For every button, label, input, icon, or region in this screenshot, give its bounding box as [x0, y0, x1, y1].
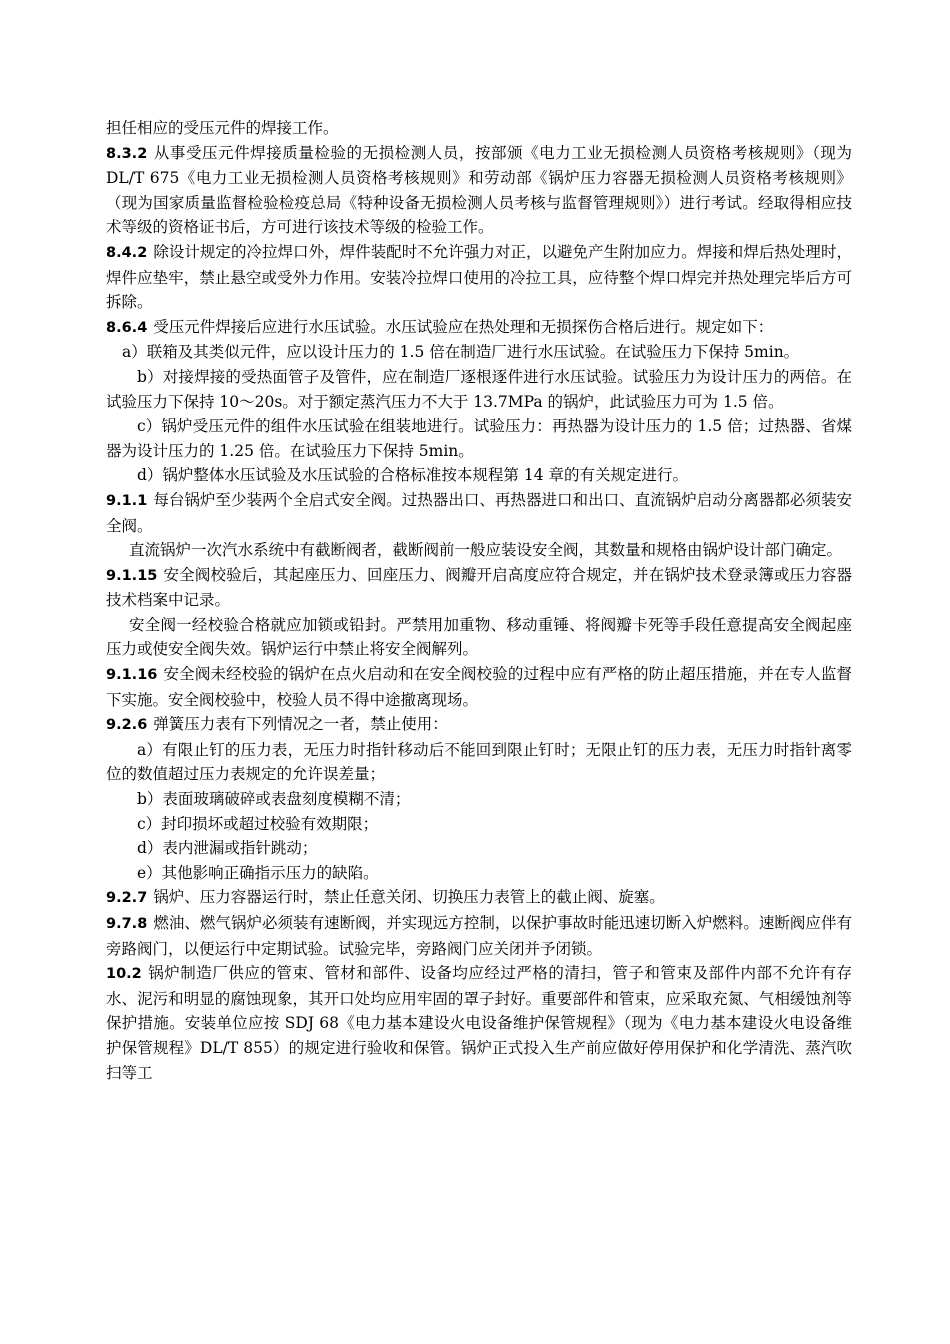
paragraph [106, 662, 852, 712]
paragraph [106, 911, 852, 961]
paragraph-text: e）其他影响正确指示压力的缺陷。 [137, 863, 379, 882]
clause-number: 9.2.6 [106, 717, 148, 734]
paragraph-text: 每台锅炉至少装两个全启式安全阀。过热器出口、再热器进口和出口、直流锅炉启动分离器都必须装安全阀。 [106, 490, 852, 535]
list-item [106, 787, 852, 812]
paragraph-text: 锅炉、压力容器运行时，禁止任意关闭、切换压力表管上的截止阀、旋塞。 [153, 888, 665, 907]
paragraph-text: 受压元件焊接后应进行水压试验。水压试验应在热处理和无损探伤合格后进行。规定如下： [153, 317, 774, 336]
paragraph-text: b）表面玻璃破碎或表盘刻度模糊不清； [137, 790, 411, 809]
paragraph [106, 141, 852, 240]
paragraph-text: a）有限止钉的压力表，无压力时指针移动后不能回到限止钉时；无限止钉的压力表，无压力时指针离零位的数值超过压力表规定的允许误差量； [106, 740, 852, 784]
paragraph [106, 240, 852, 315]
paragraph [106, 563, 852, 613]
paragraph-text: c）封印损坏或超过校验有效期限； [137, 814, 379, 833]
paragraph-text: b）对接焊接的受热面管子及管件，应在制造厂逐根逐件进行水压试验。试验压力为设计压力的两倍。在试验压力下保持 10～20s。对于额定蒸汽压力不大于 13.7MPa 的锅炉，此试验压力可为 1.5 倍。 [106, 367, 852, 411]
list-item [106, 738, 852, 787]
clause-number: 9.1.15 [106, 567, 158, 584]
clause-number: 10.2 [106, 966, 142, 983]
paragraph-text: d）表内泄漏或指针跳动； [137, 839, 318, 858]
paragraph-text: 从事受压元件焊接质量检验的无损检测人员，按部颁《电力工业无损检测人员资格考核规则》（现为 DL/T 675《电力工业无损检测人员资格考核规则》和劳动部《锅炉压力容器无损检测人员资格考核规则》（现为国家质量监督检验检疫总局《特种设备无损检测人员考核与监督管理规则》）进行考试。经取得相应技术等级的资格证书后，方可进行该技术等级的检验工作。 [106, 143, 852, 237]
paragraph [106, 315, 852, 341]
paragraph-text: 安全阀校验后，其起座压力、回座压力、阀瓣开启高度应符合规定，并在锅炉技术登录簿或压力容器技术档案中记录。 [106, 565, 852, 610]
clause-number: 9.1.1 [106, 492, 148, 509]
document-page [106, 116, 852, 1085]
list-item [106, 463, 852, 488]
list-item [106, 836, 852, 861]
list-item [106, 414, 852, 463]
paragraph-text: 安全阀一经校验合格就应加锁或铅封。严禁用加重物、移动重锤、将阀瓣卡死等手段任意提高安全阀起座压力或使安全阀失效。锅炉运行中禁止将安全阀解列。 [106, 615, 852, 659]
paragraph [106, 613, 852, 662]
paragraph [106, 712, 852, 738]
paragraph-text: 直流锅炉一次汽水系统中有截断阀者，截断阀前一般应装设安全阀，其数量和规格由锅炉设计部门确定。 [129, 541, 843, 560]
paragraph-text: 燃油、燃气锅炉必须装有速断阀，并实现远方控制，以保护事故时能迅速切断入炉燃料。速断阀应伴有旁路阀门，以便运行中定期试验。试验完毕，旁路阀门应关闭并予闭锁。 [106, 914, 852, 958]
paragraph [106, 538, 852, 563]
clause-number: 9.7.8 [106, 916, 148, 932]
paragraph [106, 885, 852, 911]
list-item [106, 861, 852, 886]
paragraph [106, 488, 852, 538]
clause-number: 8.3.2 [106, 145, 148, 162]
list-item [106, 365, 852, 414]
paragraph [106, 961, 852, 1085]
paragraph-text: 弹簧压力表有下列情况之一者，禁止使用： [153, 715, 448, 734]
paragraph-text: c）锅炉受压元件的组件水压试验在组装地进行。试验压力：再热器为设计压力的 1.5 倍；过热器、省煤器为设计压力的 1.25 倍。在试验压力下保持 5min。 [106, 417, 852, 460]
list-item [106, 812, 852, 837]
paragraph-text: 除设计规定的冷拉焊口外，焊件装配时不允许强力对正，以避免产生附加应力。焊接和焊后热处理时，焊件应垫牢，禁止悬空或受外力作用。安装冷拉焊口使用的冷拉工具，应待整个焊口焊完并热处理完毕后方可拆除。 [106, 242, 852, 312]
clause-number: 8.4.2 [106, 244, 148, 261]
list-item [106, 340, 852, 365]
paragraph-text: 锅炉制造厂供应的管束、管材和部件、设备均应经过严格的清扫，管子和管束及部件内部不允许有存水、泥污和明显的腐蚀现象，其开口处均应用牢固的罩子封好。重要部件和管束，应采取充氮、气相缓蚀剂等保护措施。安装单位应按 SDJ 68《电力基本建设火电设备维护保管规程》（现为《电力基本建设火电设备维护保管规程》DL/T 855）的规定进行验收和保管。锅炉正式投入生产前应做好停用保护和化学清洗、蒸汽吹扫等工 [106, 964, 852, 1082]
clause-number: 8.6.4 [106, 319, 148, 336]
clause-number: 9.2.7 [106, 890, 148, 907]
paragraph-text: 安全阀未经校验的锅炉在点火启动和在安全阀校验的过程中应有严格的防止超压措施，并在专人监督下实施。安全阀校验中，校验人员不得中途撤离现场。 [106, 665, 852, 709]
paragraph-text: d）锅炉整体水压试验及水压试验的合格标准按本规程第 14 章的有关规定进行。 [137, 466, 689, 485]
paragraph [106, 116, 852, 141]
paragraph-text: a）联箱及其类似元件，应以设计压力的 1.5 倍在制造厂进行水压试验。在试验压力下保持 5min。 [122, 343, 800, 362]
paragraph-text: 担任相应的受压元件的焊接工作。 [106, 119, 339, 137]
clause-number: 9.1.16 [106, 667, 158, 684]
